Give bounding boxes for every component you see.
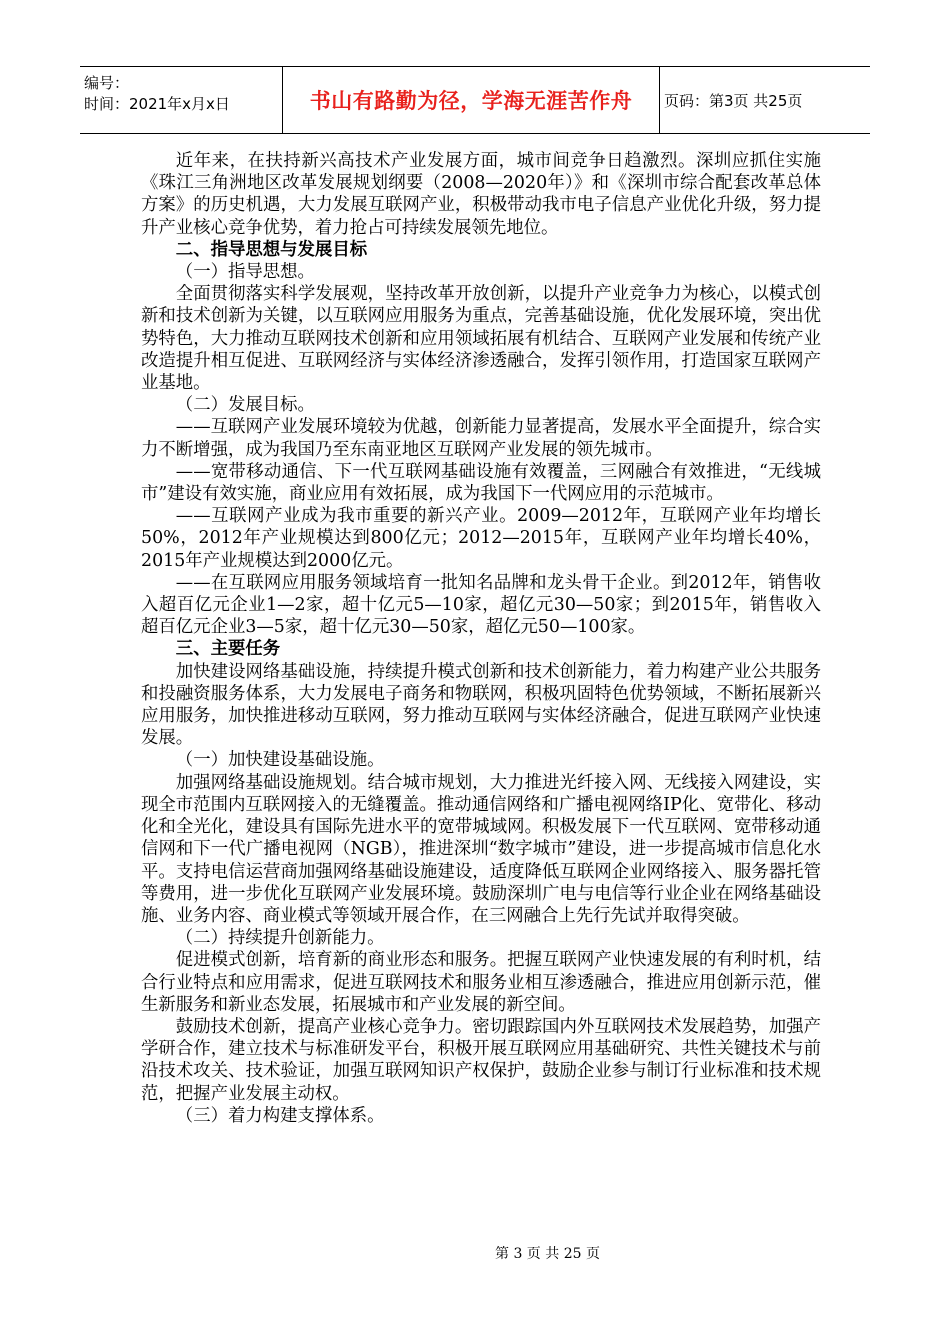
header-motto: 书山有路勤为径，学海无涯苦作舟: [282, 67, 660, 133]
body-paragraph: 全面贯彻落实科学发展观，坚持改革开放创新，以提升产业竞争力为核心，以模式创新和技术创新为关键，以互联网应用服务为重点，完善基础设施，优化发展环境，突出优势特色，大力推动互联网技术创新和应用领域拓展有机结合、互联网产业发展和传统产业改造提升相互促进、互联网经济与实体经济渗透融合，发挥引领作用，打造国家互联网产业基地。: [141, 284, 821, 394]
body-paragraph: ——互联网产业发展环境较为优越，创新能力显著提高，发展水平全面提升，综合实力不断增强，成为我国乃至东南亚地区互联网产业发展的领先城市。: [141, 417, 821, 460]
body-paragraph: ——宽带移动通信、下一代互联网基础设施有效覆盖，三网融合有效推进，“无线城市”建设有效实施，商业应用有效拓展，成为我国下一代网应用的示范城市。: [141, 461, 821, 505]
body-paragraph: ——在互联网应用服务领域培育一批知名品牌和龙头骨干企业。到2012年，销售收入超百亿元企业1—2家，超十亿元5—10家，超亿元30—50家；到2015年，销售收入超百亿元企业3—5家，超十亿元30—50家，超亿元50—100家。: [141, 572, 821, 638]
body-paragraph: （二）持续提升创新能力。: [175, 928, 385, 949]
header-meta: [80, 67, 282, 133]
document-number-label: 编号：: [84, 74, 130, 92]
page-header: [80, 66, 870, 134]
page-footer: [0, 1243, 950, 1263]
body-paragraph: （一）加快建设基础设施。: [175, 750, 385, 771]
body-paragraph: 加快建设网络基础设施，持续提升模式创新和技术创新能力，着力构建产业公共服务和投融资服务体系，大力发展电子商务和物联网，积极巩固特色优势领域，不断拓展新兴应用服务，加快推进移动互联网，努力推动互联网与实体经济融合，促进互联网产业快速发展。: [141, 661, 821, 749]
footer-page-number: 第 3 页 共 25 页: [495, 1246, 600, 1262]
document-body: [141, 150, 821, 1127]
body-paragraph: （一）指导思想。: [175, 262, 315, 283]
document-date-label: 时间：2021年x月x日: [84, 95, 230, 113]
body-paragraph: 鼓励技术创新，提高产业核心竞争力。密切跟踪国内外互联网技术发展趋势，加强产学研合作，建立技术与标准研发平台，积极开展互联网应用基础研究、共性关键技术与前沿技术攻关、技术验证，加强互联网知识产权保护，鼓励企业参与制订行业标准和技术规范，把握产业发展主动权。: [141, 1016, 821, 1104]
body-paragraph: （三）着力构建支撑体系。: [175, 1105, 385, 1126]
header-page-label: 页码：第3页 共25页: [664, 91, 803, 110]
body-paragraph: 加强网络基础设施规划。结合城市规划，大力推进光纤接入网、无线接入网建设，实现全市范围内互联网接入的无缝覆盖。推动通信网络和广播电视网络IP化、宽带化、移动化和全光化，建设具有国际先进水平的宽带城域网。积极发展下一代互联网、宽带移动通信网和下一代广播电视网（NGB），推进深圳“数字城市”建设，进一步提高城市信息化水平。支持电信运营商加强网络基础设施建设，适度降低互联网企业网络接入、服务器托管等费用，进一步优化互联网产业发展环境。鼓励深圳广电与电信等行业企业在网络基础设施、业务内容、商业模式等领域开展合作，在三网融合上先行先试并取得突破。: [141, 772, 821, 926]
section-heading: 二、指导思想与发展目标: [175, 239, 368, 260]
body-paragraph: 近年来，在扶持新兴高技术产业发展方面，城市间竞争日趋激烈。深圳应抓住实施《珠江三角洲地区改革发展规划纲要（2008—2020年）》和《深圳市综合配套改革总体方案》的历史机遇，大力发展互联网产业，积极带动我市电子信息产业优化升级，努力提升产业核心竞争优势，着力抢占可持续发展领先地位。: [141, 151, 821, 238]
body-paragraph: （二）发展目标。: [175, 395, 315, 416]
section-heading: 三、主要任务: [175, 639, 281, 660]
body-paragraph: ——互联网产业成为我市重要的新兴产业。2009—2012年，互联网产业年均增长50%，2012年产业规模达到800亿元；2012—2015年，互联网产业年均增长40%，2015年产业规模达到2000亿元。: [141, 506, 821, 571]
body-paragraph: 促进模式创新，培育新的商业形态和服务。把握互联网产业快速发展的有利时机，结合行业特点和应用需求，促进互联网技术和服务业相互渗透融合，推进应用创新示范，催生新服务和新业态发展，拓展城市和产业发展的新空间。: [141, 950, 821, 1015]
